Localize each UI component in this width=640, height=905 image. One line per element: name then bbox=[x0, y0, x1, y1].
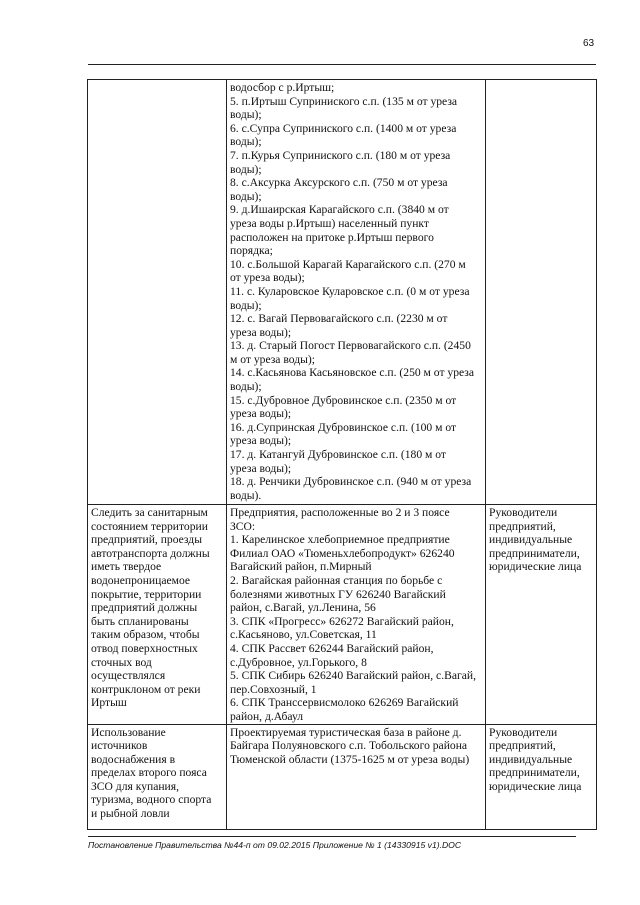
table-cell-2 bbox=[227, 505, 486, 725]
cell-text-line: воды); bbox=[230, 380, 262, 394]
cell-text-line: юридические лица bbox=[489, 560, 582, 574]
table-cell-3 bbox=[486, 724, 597, 829]
cell-text-line: 7. п.Курья Суприниского с.п. (180 м от уреза bbox=[230, 148, 451, 162]
table-cell-1 bbox=[88, 505, 227, 725]
cell-text-line: воды); bbox=[230, 189, 262, 203]
cell-text-line: водонепроницаемое bbox=[91, 573, 191, 587]
cell-text-line: покрытие, территории bbox=[91, 587, 202, 601]
cell-text-line: автотранспорта должны bbox=[91, 546, 210, 560]
cell-text-line: Байгара Полуяновского с.п. Тобольского района bbox=[230, 739, 468, 753]
cell-text-line: воды); bbox=[230, 108, 262, 122]
cell-text-line: предприятий, bbox=[489, 519, 556, 533]
header-rule bbox=[88, 64, 596, 65]
cell-text-line: ЗСО для купания, bbox=[91, 779, 179, 793]
cell-text-line: отвод поверхностных bbox=[91, 641, 198, 655]
cell-text-line: пер.Совхозный, 1 bbox=[230, 682, 317, 696]
cell-text-line: предприятий должны bbox=[91, 601, 198, 615]
cell-text-line: воды); bbox=[230, 298, 262, 312]
cell-text-line: 1. Карелинское хлебоприемное предприятие bbox=[230, 533, 450, 547]
cell-text-line: водосбор с р.Иртыш; bbox=[230, 81, 335, 94]
cell-text-line: туризма, водного спорта bbox=[91, 793, 212, 807]
cell-text-line: 12. с. Вагай Первовагайского с.п. (2230 м от bbox=[230, 312, 448, 326]
cell-text-line: юридические лица bbox=[489, 779, 582, 793]
cell-text-line: предприниматели, bbox=[489, 766, 580, 780]
table-cell-3 bbox=[486, 505, 597, 725]
cell-text-line: уреза воды); bbox=[230, 407, 292, 421]
cell-text-line: таким образом, чтобы bbox=[91, 628, 200, 642]
cell-text-line: м от уреза воды); bbox=[230, 352, 315, 366]
cell-text-line: состоянием территории bbox=[91, 519, 208, 533]
cell-text-line: уреза воды р.Иртыш) населенный пункт bbox=[230, 216, 429, 230]
cell-text-line: иметь твердое bbox=[91, 560, 162, 574]
cell-text-line: водоснабжения в bbox=[91, 752, 176, 766]
table-cell-1 bbox=[88, 80, 227, 505]
table-body bbox=[88, 80, 597, 830]
cell-text-line: 4. СПК Рассвет 626244 Вагайский район, bbox=[230, 641, 434, 655]
cell-text-line: 17. д. Катангуй Дубровинское с.п. (180 м от bbox=[230, 448, 446, 462]
cell-text-line: 9. д.Ишаирская Карагайского с.п. (3840 м от bbox=[230, 203, 449, 217]
cell-text-line: Филиал ОАО «Тюменьхлебопродукт» 626240 bbox=[230, 546, 455, 560]
cell-text-line: воды); bbox=[230, 135, 262, 149]
cell-text-line: расположен на притоке р.Иртыш первого bbox=[230, 230, 434, 244]
table-row bbox=[88, 505, 597, 725]
cell-text-line: 11. с. Куларовское Куларовское с.п. (0 м от уреза bbox=[230, 284, 470, 298]
cell-text-line: 14. с.Касьянова Касьяновское с.п. (250 м от уреза bbox=[230, 366, 475, 380]
cell-text-line: индивидуальные bbox=[489, 533, 573, 547]
cell-text-line: пределах второго пояса bbox=[91, 766, 207, 780]
cell-text-line: 15. с.Дубровное Дубровинское с.п. (2350 м от bbox=[230, 393, 457, 407]
cell-text-line: 18. д. Ренчики Дубровинское с.п. (940 м от уреза bbox=[230, 475, 472, 489]
document-footer: Постановление Правительства №44-п от 09.02.2015 Приложение № 1 (14330915 v1).DOC bbox=[88, 840, 462, 850]
cell-text-line: 5. п.Иртыш Суприниского с.п. (135 м от уреза bbox=[230, 94, 458, 108]
cell-text-line: Вагайский район, п.Мирный bbox=[230, 560, 372, 574]
cell-text-line: ЗСО: bbox=[230, 519, 256, 533]
cell-text-line: быть спланированы bbox=[91, 614, 189, 628]
measures-table bbox=[87, 79, 597, 830]
cell-text-line: индивидуальные bbox=[489, 752, 573, 766]
cell-text-line: болезнями животных ГУ 626240 Вагайский bbox=[230, 587, 446, 601]
cell-text-line: уреза воды); bbox=[230, 434, 292, 448]
cell-text-line: Следить за санитарным bbox=[91, 506, 208, 519]
cell-text-line: воды). bbox=[230, 488, 262, 502]
table-row bbox=[88, 724, 597, 829]
table-cell-1 bbox=[88, 724, 227, 829]
cell-text-line: порядка; bbox=[230, 244, 273, 258]
cell-text-line: 2. Вагайская районная станция по борьбе с bbox=[230, 573, 443, 587]
cell-text-line: Предприятия, расположенные во 2 и 3 поясе bbox=[230, 506, 450, 519]
cell-text-line: и рыбной ловли bbox=[91, 807, 170, 821]
cell-text-line: 3. СПК «Прогресс» 626272 Вагайский район, bbox=[230, 614, 454, 628]
cell-text-line: от уреза воды); bbox=[230, 271, 305, 285]
cell-text-line: Тюменской области (1375-1625 м от уреза воды) bbox=[230, 752, 470, 766]
cell-text-line: 6. СПК Транссервисмолоко 626269 Вагайский bbox=[230, 696, 459, 710]
cell-text-line: уреза воды); bbox=[230, 461, 292, 475]
footer-rule bbox=[88, 836, 576, 837]
cell-text-line: предприниматели, bbox=[489, 546, 580, 560]
cell-text-line: предприятий, проезды bbox=[91, 533, 202, 547]
table-cell-3 bbox=[486, 80, 597, 505]
cell-text-line: 10. с.Большой Карагай Карагайского с.п. (270 м bbox=[230, 257, 466, 271]
cell-text-line: предприятий, bbox=[489, 739, 556, 753]
cell-text-line: 16. д.Супринская Дубровинское с.п. (100 м от bbox=[230, 420, 457, 434]
cell-text-line: Руководители bbox=[489, 506, 558, 519]
cell-text-line: с.Касьяново, ул.Советская, 11 bbox=[230, 628, 377, 642]
cell-text-line: сточных вод bbox=[91, 655, 152, 669]
cell-text-line: Руководители bbox=[489, 725, 558, 739]
cell-text-line: 6. с.Супра Суприниского с.п. (1400 м от уреза bbox=[230, 121, 457, 135]
table-cell-2 bbox=[227, 80, 486, 505]
cell-text-line: воды); bbox=[230, 162, 262, 176]
cell-text-line: 13. д. Старый Погост Первовагайского с.п. (2450 bbox=[230, 339, 471, 353]
cell-text-line: Проектируемая туристическая база в районе д. bbox=[230, 725, 462, 739]
cell-text-line: Иртыш bbox=[91, 696, 127, 710]
cell-text-line: 5. СПК Сибирь 626240 Вагайский район, с.Вагай, bbox=[230, 669, 476, 683]
cell-text-line: контрuклоном от реки bbox=[91, 682, 201, 696]
cell-text-line: район, д.Абаул bbox=[230, 709, 304, 723]
table-row bbox=[88, 80, 597, 505]
page-number: 63 bbox=[583, 38, 595, 49]
cell-text-line: уреза воды); bbox=[230, 325, 292, 339]
cell-text-line: источников bbox=[91, 739, 148, 753]
table-cell-2 bbox=[227, 724, 486, 829]
cell-text-line: район, с.Вагай, ул.Ленина, 56 bbox=[230, 601, 376, 615]
cell-text-line: с.Дубровное, ул.Горького, 8 bbox=[230, 655, 367, 669]
cell-text-line: Использование bbox=[91, 725, 166, 739]
cell-text-line: осуществлялся bbox=[91, 669, 166, 683]
cell-text-line: 8. с.Аксурка Аксурского с.п. (750 м от уреза bbox=[230, 176, 448, 190]
